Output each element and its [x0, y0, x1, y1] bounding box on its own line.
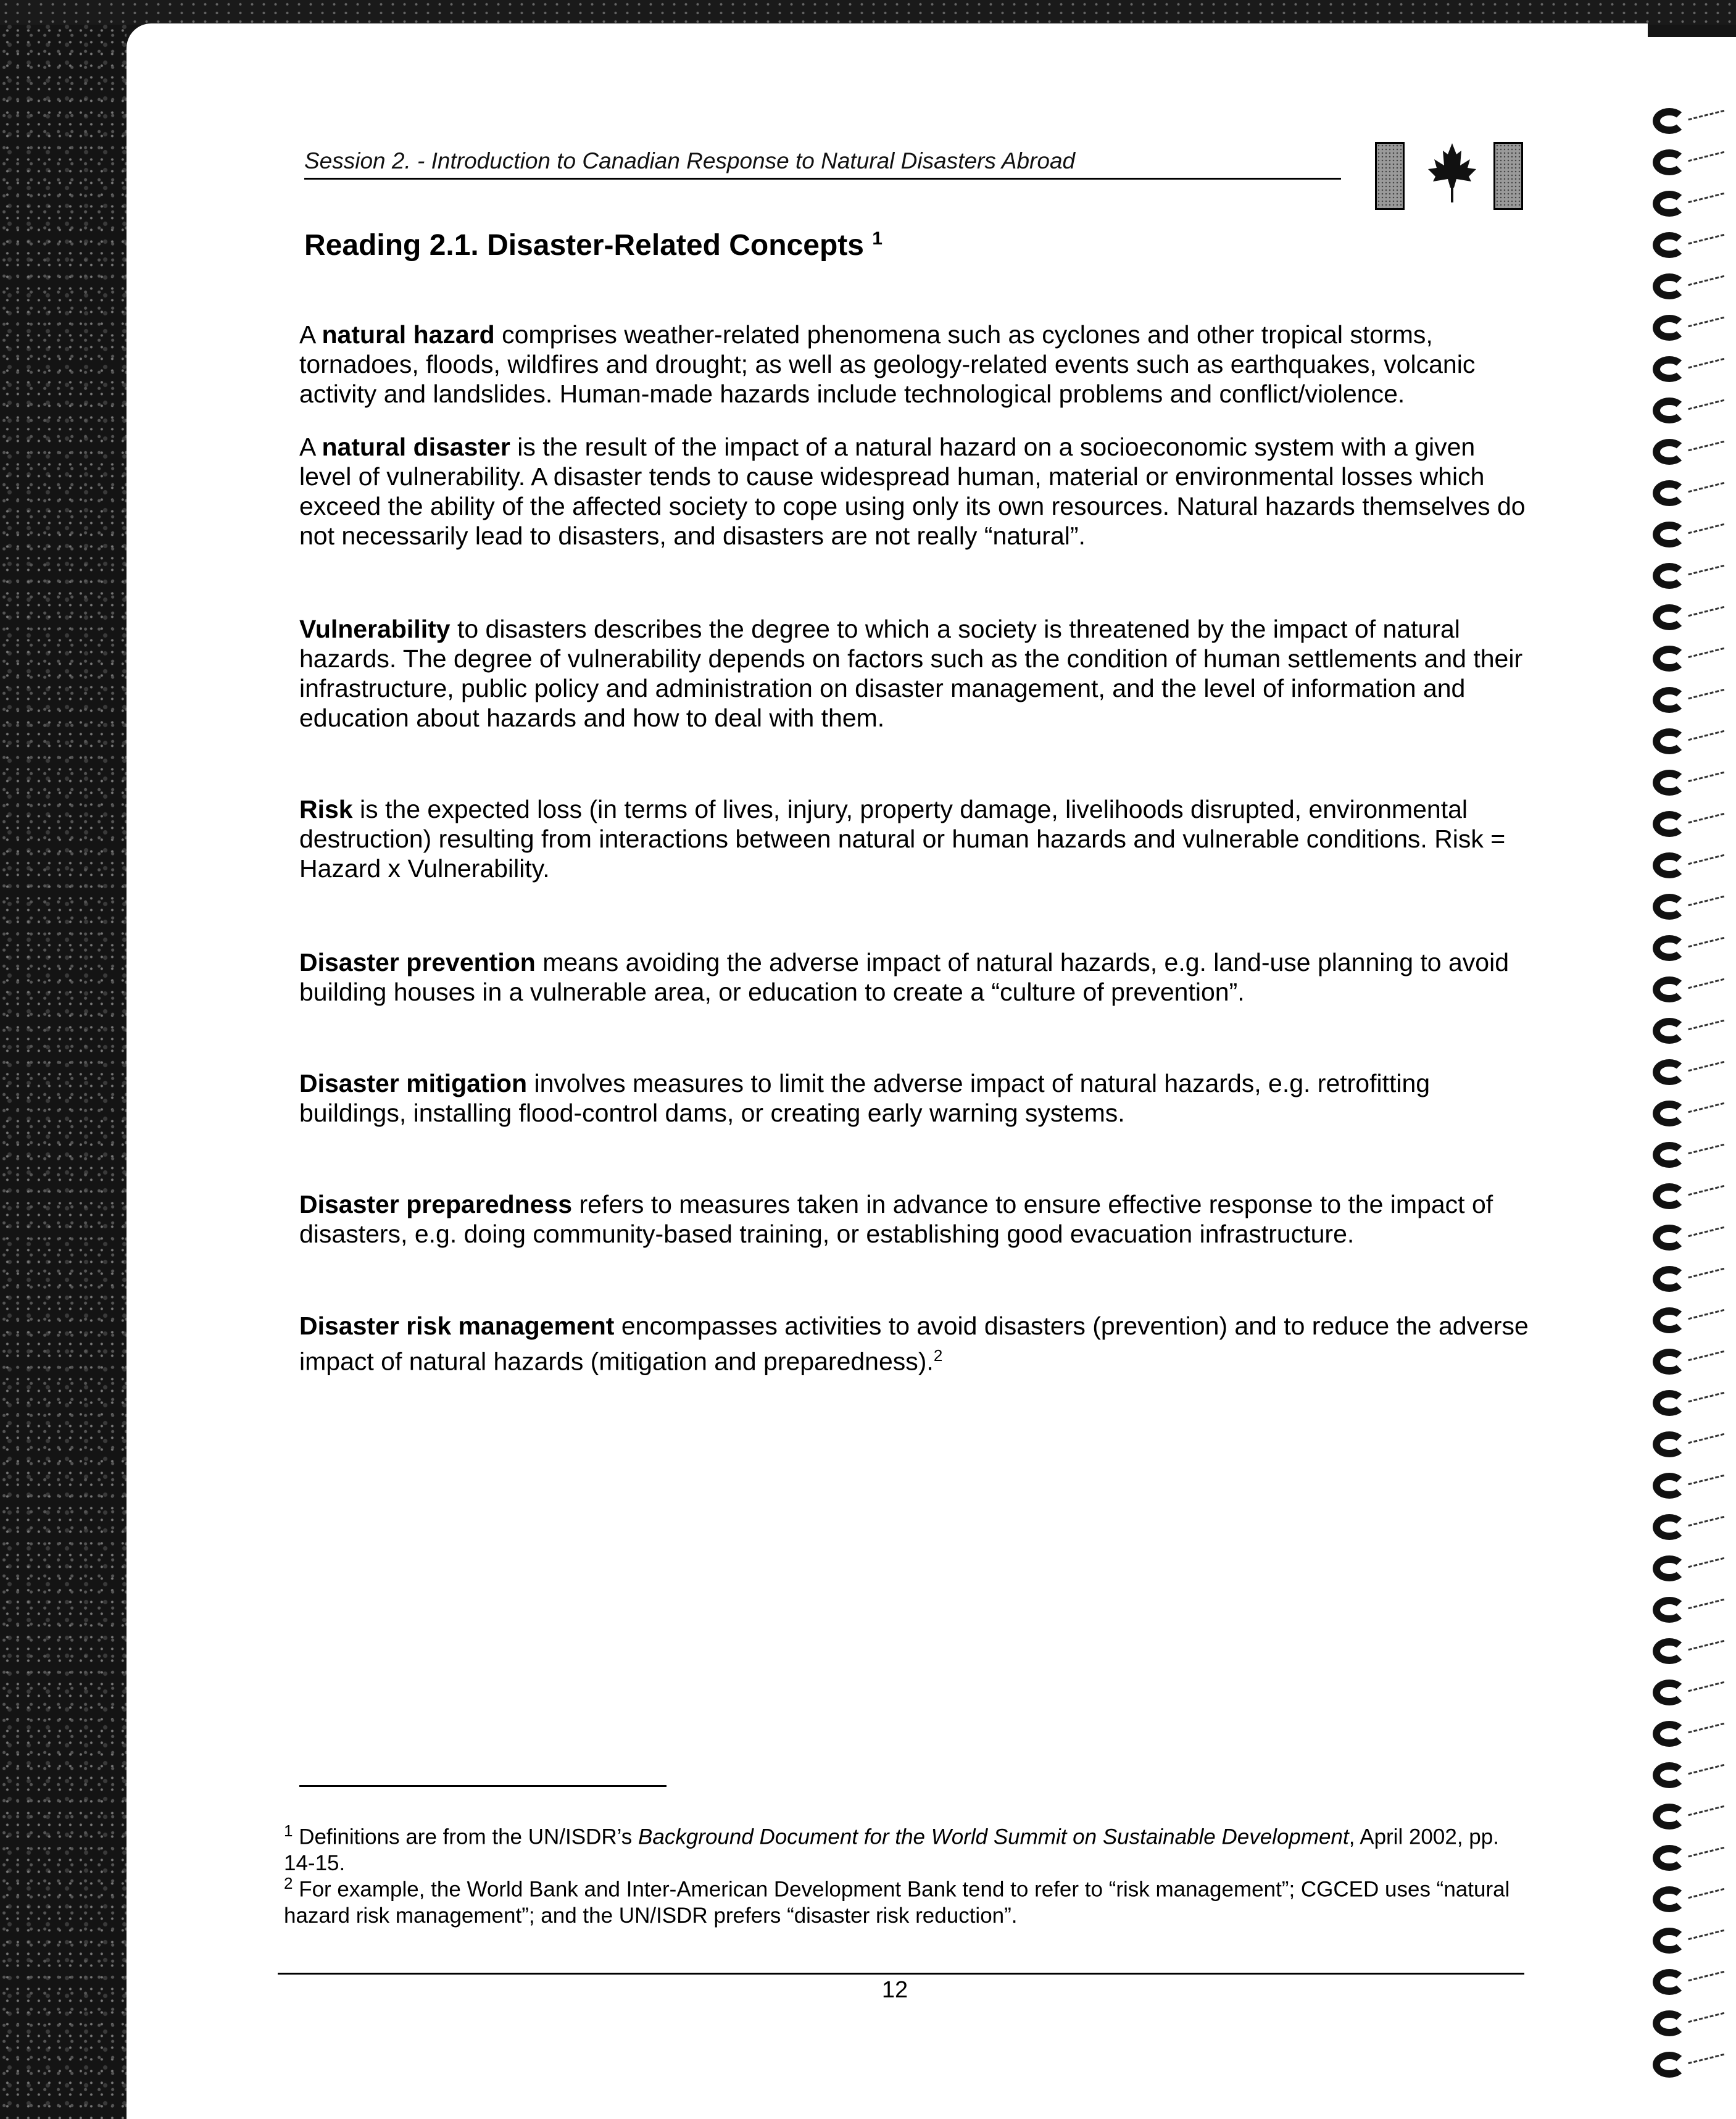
binding-coil: [1653, 852, 1686, 878]
binding-coil: [1653, 728, 1686, 754]
binding-coil: [1653, 356, 1686, 382]
binding-coil: [1653, 1969, 1686, 1995]
term-disaster-risk-management: Disaster risk management: [299, 1312, 615, 1340]
binding-coil: [1653, 1638, 1686, 1664]
paragraph-disaster-risk-management: [299, 1311, 1534, 1376]
scan-background-edge: [0, 0, 127, 2119]
footnote-number: 1: [284, 1821, 293, 1840]
term-risk: Risk: [299, 795, 353, 823]
paragraph-vulnerability: [299, 614, 1534, 733]
binding-coil: [1653, 1266, 1686, 1292]
flag-left-bar: [1375, 142, 1405, 210]
para-text: involves measures to limit the adverse impact of natural hazards, e.g. retrofitting buildings, installing flood-control dams, or creating early warning systems.: [299, 1069, 1431, 1127]
para-text: means avoiding the adverse impact of natural hazards, e.g. land-use planning to avoid building houses in a vulnerable area, or education to create a “culture of prevention”.: [299, 948, 1509, 1006]
para-text: to disasters describes the degree to which a society is threatened by the impact of natural hazards. The degree of vulnerability depends on factors such as the condition of human settlements and their infrastructure, public policy and administration on disaster management, and the level of information and education about hazards and how to deal with them.: [299, 615, 1523, 732]
para-text: is the expected loss (in terms of lives, injury, property damage, livelihoods disrupted, environmental destruction) resulting from interactions between natural or human hazards and vulnerable conditions. Risk = Hazard x Vulnerability.: [299, 795, 1506, 883]
binding-coil: [1653, 1597, 1686, 1623]
binding-coil: [1653, 1804, 1686, 1830]
binding-coil: [1653, 108, 1686, 134]
paragraph-disaster-mitigation: [299, 1068, 1534, 1128]
binding-coil: [1653, 1059, 1686, 1085]
term-disaster-preparedness: Disaster preparedness: [299, 1190, 573, 1218]
binding-coil: [1653, 1555, 1686, 1581]
binding-coil: [1653, 1225, 1686, 1251]
para-lead: A: [299, 320, 322, 349]
binding-coil: [1653, 1183, 1686, 1209]
term-vulnerability: Vulnerability: [299, 615, 451, 643]
term-disaster-prevention: Disaster prevention: [299, 948, 536, 976]
binding-coil: [1653, 1473, 1686, 1499]
binding-coil: [1653, 315, 1686, 341]
maple-leaf-icon: [1426, 138, 1479, 206]
binding-coil: [1653, 480, 1686, 506]
binding-coil: [1653, 1390, 1686, 1416]
binding-coil: [1653, 439, 1686, 465]
para-lead: A: [299, 433, 322, 461]
footnote-2: [284, 1870, 1530, 1929]
binding-coil: [1653, 894, 1686, 920]
footnote-text: Definitions are from the UN/ISDR’s: [293, 1825, 639, 1849]
footnote-ref-1: 1: [872, 228, 883, 249]
binding-coil: [1653, 1307, 1686, 1333]
binding-coil: [1653, 2010, 1686, 2036]
binding-coil: [1653, 770, 1686, 796]
footnote-1: [284, 1818, 1530, 1876]
para-text: is the result of the impact of a natural hazard on a socioeconomic system with a given level of vulnerability. A disaster tends to cause widespread human, material or environmental losses which exceed the ability of the affected society to cope using only its own resources. Natural hazards themselves do not necessarily lead to disasters, and disasters are not really “natural”.: [299, 433, 1526, 550]
binding-coil: [1653, 1886, 1686, 1912]
binding-coil: [1653, 191, 1686, 217]
binding-coil: [1653, 1349, 1686, 1375]
paragraph-natural-hazard: [299, 320, 1534, 409]
paragraph-natural-disaster: [299, 432, 1534, 551]
binding-coil: [1653, 563, 1686, 589]
paragraph-disaster-prevention: [299, 947, 1534, 1007]
footnote-citation-title: Background Document for the World Summit on Sustainable Development: [638, 1825, 1349, 1849]
binding-coil: [1653, 232, 1686, 258]
binding-coil: [1653, 1680, 1686, 1705]
paragraph-disaster-preparedness: [299, 1189, 1534, 1249]
binding-coil: [1653, 398, 1686, 423]
binding-coil: [1653, 604, 1686, 630]
binding-coil: [1653, 687, 1686, 713]
term-natural-disaster: natural disaster: [322, 433, 510, 461]
footnote-text: , April 2002, pp. 14-15.: [284, 1825, 1499, 1875]
binding-coil: [1653, 1431, 1686, 1457]
footnote-separator: [299, 1785, 667, 1787]
page-number: 12: [881, 1977, 908, 2003]
binding-coil: [1653, 811, 1686, 837]
binding-coil: [1653, 2052, 1686, 2078]
binding-coil: [1653, 273, 1686, 299]
para-text: encompasses activities to avoid disasters (prevention) and to reduce the adverse impact of natural hazards (mitigation and preparedness).: [299, 1312, 1529, 1376]
footnote-text: For example, the World Bank and Inter-American Development Bank tend to refer to “risk management”; CGCED uses “natural hazard risk management”; and the UN/ISDR prefers “disaster risk reduction”.: [284, 1877, 1510, 1928]
binding-coil: [1653, 1721, 1686, 1747]
scan-background-top: [0, 0, 1736, 25]
binding-coil: [1653, 976, 1686, 1002]
binding-coil: [1653, 522, 1686, 547]
binding-coil: [1653, 1762, 1686, 1788]
footnote-ref-2: 2: [933, 1346, 943, 1365]
para-text: refers to measures taken in advance to ensure effective response to the impact of disasters, e.g. doing community-based training, or establishing good evacuation infrastructure.: [299, 1190, 1493, 1248]
binding-coil: [1653, 149, 1686, 175]
binding-coil: [1653, 1018, 1686, 1044]
canadian-flag-icon: [1375, 137, 1529, 211]
binding-coil: [1653, 1142, 1686, 1168]
reading-title-text: Reading 2.1. Disaster-Related Concepts: [304, 229, 864, 262]
page-bottom-rule: [278, 1973, 1524, 1975]
binding-coil: [1653, 935, 1686, 961]
paragraph-risk: [299, 794, 1534, 883]
footnote-number: 2: [284, 1874, 293, 1892]
binding-coil: [1653, 646, 1686, 672]
session-header: Session 2. - Introduction to Canadian Response to Natural Disasters Abroad: [304, 148, 1341, 180]
binding-coil: [1653, 1845, 1686, 1871]
term-natural-hazard: natural hazard: [322, 320, 495, 349]
binding-coil: [1653, 1514, 1686, 1540]
para-text: comprises weather-related phenomena such as cyclones and other tropical storms, tornadoes, floods, wildfires and drought; as well as geology-related events such as earthquakes, volcanic activity and landslides. Human-made hazards include technological problems and conflict/violence.: [299, 320, 1476, 408]
binding-coil: [1653, 1101, 1686, 1126]
term-disaster-mitigation: Disaster mitigation: [299, 1069, 528, 1097]
binding-coil: [1653, 1928, 1686, 1954]
reading-title: [304, 228, 883, 262]
flag-right-bar: [1493, 142, 1523, 210]
